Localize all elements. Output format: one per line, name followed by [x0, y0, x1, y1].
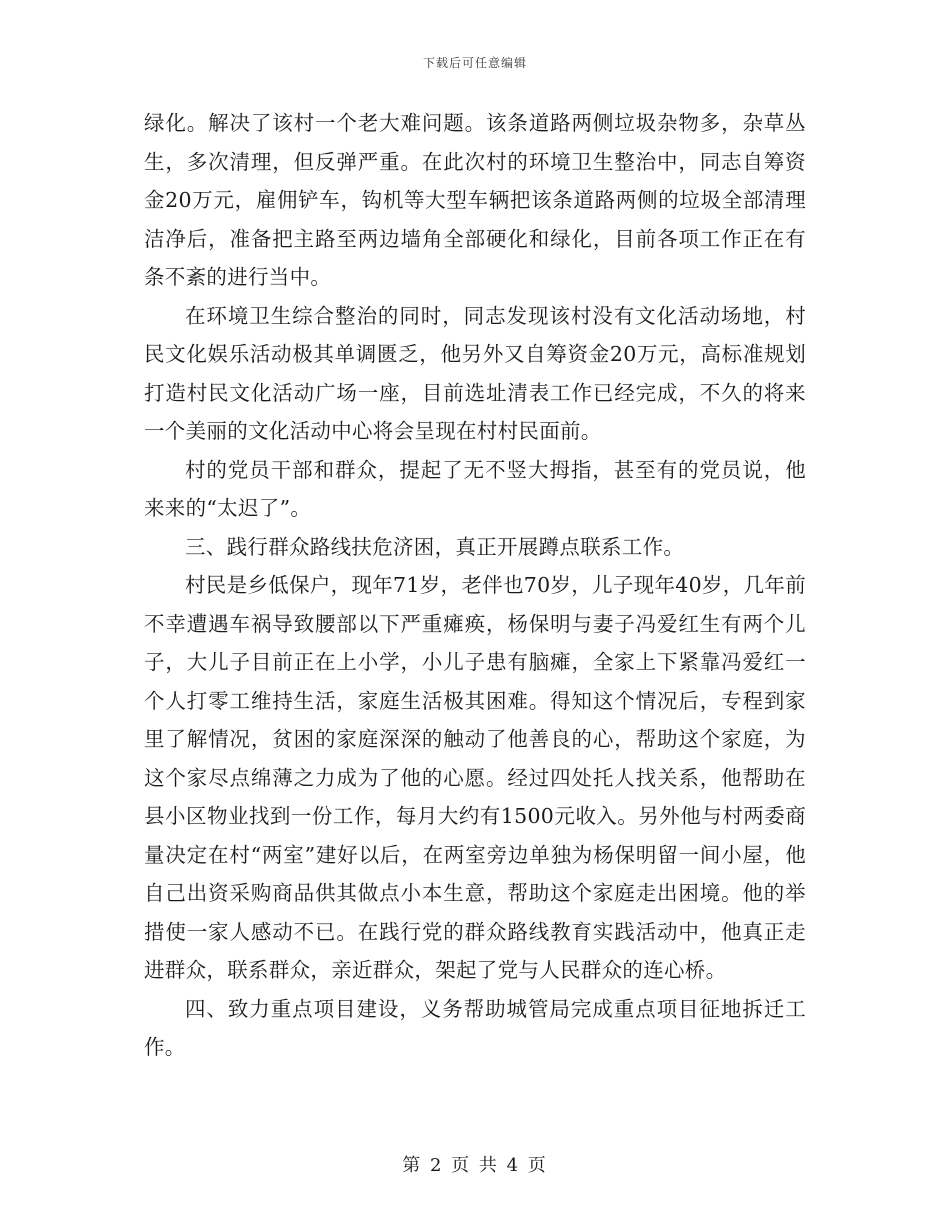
section-heading-4: 四、致力重点项目建设，义务帮助城管局完成重点项目征地拆迁工作。	[144, 996, 806, 1059]
paragraph-5: 村民是乡低保户，现年71岁，老伴也70岁，儿子现年40岁，几年前不幸遭遇车祸导致腰部以下严重瘫痪，杨保明与妻子冯爱红生有两个儿子，大儿子目前正在上小学，小儿子患有脑瘫，全家上下紧靠冯爱红一个人打零工维持生活，家庭生活极其困难。得知这个情况后，专程到家里了解情况，贫困的家庭深深的触动了他善良的心，帮助这个家庭，为这个家尽点绵薄之力成为了他的心愿。经过四处托人找关系，他帮助在县小区物业找到一份工作，每月大约有1500元收入。另外他与村两委商量决定在村“两室”建好以后，在两室旁边单独为杨保明留一间小屋，他自己出资采购商品供其做点小本生意，帮助这个家庭走出困境。他的举措使一家人感动不已。在践行党的群众路线教育实践活动中，他真正走进群众，联系群众，亲近群众，架起了党与人民群众的连心桥。	[144, 573, 806, 982]
header-note: 下载后可任意编辑	[422, 56, 527, 70]
paragraph-2: 在环境卫生综合整治的同时，同志发现该村没有文化活动场地，村民文化娱乐活动极其单调匮乏，他另外又自筹资金20万元，高标准规划打造村民文化活动广场一座，目前选址清表工作已经完成，不久的将来一个美丽的文化活动中心将会呈现在村村民面前。	[144, 303, 806, 443]
page-number-footer: 第 2 页 共 4 页	[402, 1155, 548, 1176]
paragraph-1: 绿化。解决了该村一个老大难问题。该条道路两侧垃圾杂物多，杂草丛生，多次清理，但反弹严重。在此次村的环境卫生整治中，同志自筹资金20万元，雇佣铲车，钩机等大型车辆把该条道路两侧的垃圾全部清理洁净后，准备把主路至两边墙角全部硬化和绿化，目前各项工作正在有条不紊的进行当中。	[144, 111, 806, 289]
document-body	[144, 104, 806, 1067]
paragraph-3: 村的党员干部和群众，提起了无不竖大拇指，甚至有的党员说，他来来的“太迟了”。	[144, 457, 806, 520]
section-heading-3: 三、践行群众路线扶危济困，真正开展蹲点联系工作。	[185, 534, 685, 559]
